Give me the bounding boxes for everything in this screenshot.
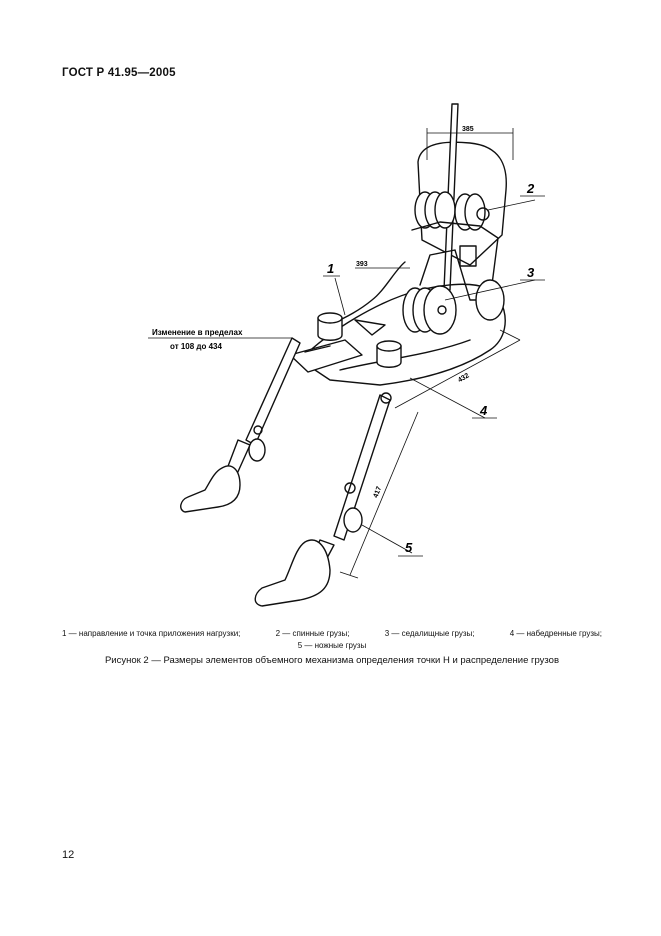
cable — [335, 262, 405, 322]
legend-item-4: 4 — набедренные грузы; — [509, 629, 602, 638]
legend-item-2: 2 — спинные грузы; — [275, 629, 350, 638]
legend-item-3: 3 — седалищные грузы; — [384, 629, 475, 638]
document-header: ГОСТ Р 41.95—2005 — [62, 67, 176, 79]
callout-5: 5 — [405, 540, 413, 555]
right-foot — [255, 540, 330, 606]
dimension-432: 432 — [456, 372, 471, 385]
callout-2: 2 — [527, 181, 535, 196]
note-range-line2: от 108 до 434 — [170, 342, 222, 351]
callout-4: 4 — [480, 403, 488, 418]
callout-3: 3 — [527, 265, 535, 280]
figure-legend — [62, 628, 602, 652]
note-range-line1: Изменение в пределах — [152, 328, 243, 337]
legend-item-1: 1 — направление и точка приложения нагрузки; — [62, 629, 241, 638]
dimension-393: 393 — [356, 261, 368, 268]
dimension-417: 417 — [372, 485, 384, 499]
figure-caption: Рисунок 2 — Размеры элементов объемного механизма определения точки H и распределение грузов — [104, 655, 560, 666]
seat-weights — [403, 286, 456, 334]
page-number: 12 — [62, 849, 75, 861]
legend-item-5: 5 — ножные грузы — [297, 641, 367, 650]
callout-1: 1 — [327, 261, 335, 276]
left-foot — [181, 466, 240, 512]
dimension-385: 385 — [462, 126, 474, 133]
